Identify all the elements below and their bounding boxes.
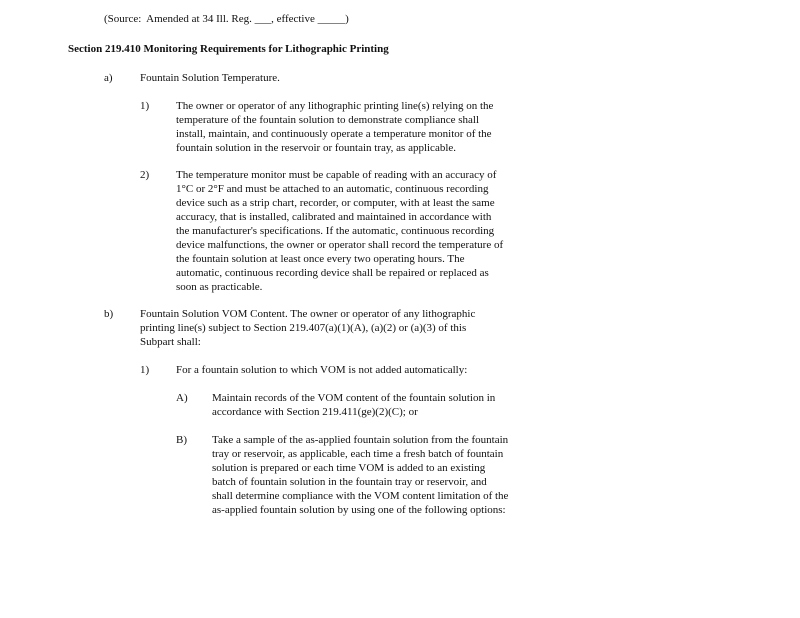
item-a1-line: fountain solution in the reservoir or fountain tray, as applicable.: [176, 142, 457, 154]
item-b1-label: 1): [140, 364, 150, 376]
subitem-A-label: A): [176, 392, 188, 404]
subitem-B-line: tray or reservoir, as applicable, each time a fresh batch of fountain: [212, 448, 504, 460]
item-b1-line: For a fountain solution to which VOM is not added automatically:: [176, 364, 468, 376]
source-note: (Source: Amended at 34 Ill. Reg. ___, effective _____): [104, 13, 349, 25]
item-a1-text: [176, 99, 493, 155]
subitem-B-text: [212, 433, 508, 517]
item-a1-line: install, maintain, and continuously operate a temperature monitor of the: [176, 128, 492, 140]
item-a2-line: the fountain solution at least once every two operating hours. The: [176, 253, 465, 265]
section-title: Section 219.410 Monitoring Requirements for Lithographic Printing: [68, 43, 389, 55]
item-b1-text: [176, 363, 467, 377]
item-a1-line: The owner or operator of any lithographic printing line(s) relying on the: [176, 100, 494, 112]
item-a2-line: automatic, continuous recording device shall be repaired or replaced as: [176, 267, 489, 279]
subitem-B-line: solution is prepared or each time VOM is added to an existing: [212, 462, 486, 474]
item-a2-line: soon as practicable.: [176, 281, 263, 293]
subitem-B-line: shall determine compliance with the VOM content limitation of the: [212, 490, 509, 502]
subitem-B-line: Take a sample of the as-applied fountain solution from the fountain: [212, 434, 509, 446]
item-a2-text: [176, 168, 503, 294]
item-a2-line: The temperature monitor must be capable of reading with an accuracy of: [176, 169, 497, 181]
subsection-b-line: Subpart shall:: [140, 336, 201, 348]
item-a2-label: 2): [140, 169, 150, 181]
subsection-b-line: printing line(s) subject to Section 219.407(a)(1)(A), (a)(2) or (a)(3) of this: [140, 322, 467, 334]
subitem-B-line: batch of fountain solution in the fountain tray or reservoir, and: [212, 476, 487, 488]
subitem-B-line: as-applied fountain solution by using one of the following options:: [212, 504, 506, 516]
subsection-a-label: a): [104, 72, 113, 84]
subitem-A-line: Maintain records of the VOM content of the fountain solution in: [212, 392, 496, 404]
subsection-b-text: [140, 307, 475, 349]
item-a1-line: temperature of the fountain solution to demonstrate compliance shall: [176, 114, 480, 126]
item-a1-label: 1): [140, 100, 150, 112]
subitem-A-text: [212, 391, 495, 419]
item-a2-line: the manufacturer's specifications. If the automatic, continuous recording: [176, 225, 495, 237]
subsection-b-label: b): [104, 308, 114, 320]
item-a2-line: device such as a strip chart, recorder, or computer, with at least the same: [176, 197, 495, 209]
subitem-B-label: B): [176, 434, 187, 446]
subsection-a-title: Fountain Solution Temperature.: [140, 72, 280, 84]
item-a2-line: device malfunctions, the owner or operator shall record the temperature of: [176, 239, 504, 251]
item-a2-line: accuracy, that is installed, calibrated and maintained in accordance with: [176, 211, 492, 223]
subitem-A-line: accordance with Section 219.411(ge)(2)(C); or: [212, 406, 418, 418]
item-a2-line: 1°C or 2°F and must be attached to an automatic, continuous recording: [176, 183, 489, 195]
subsection-b-line: Fountain Solution VOM Content. The owner or operator of any lithographic: [140, 308, 476, 320]
